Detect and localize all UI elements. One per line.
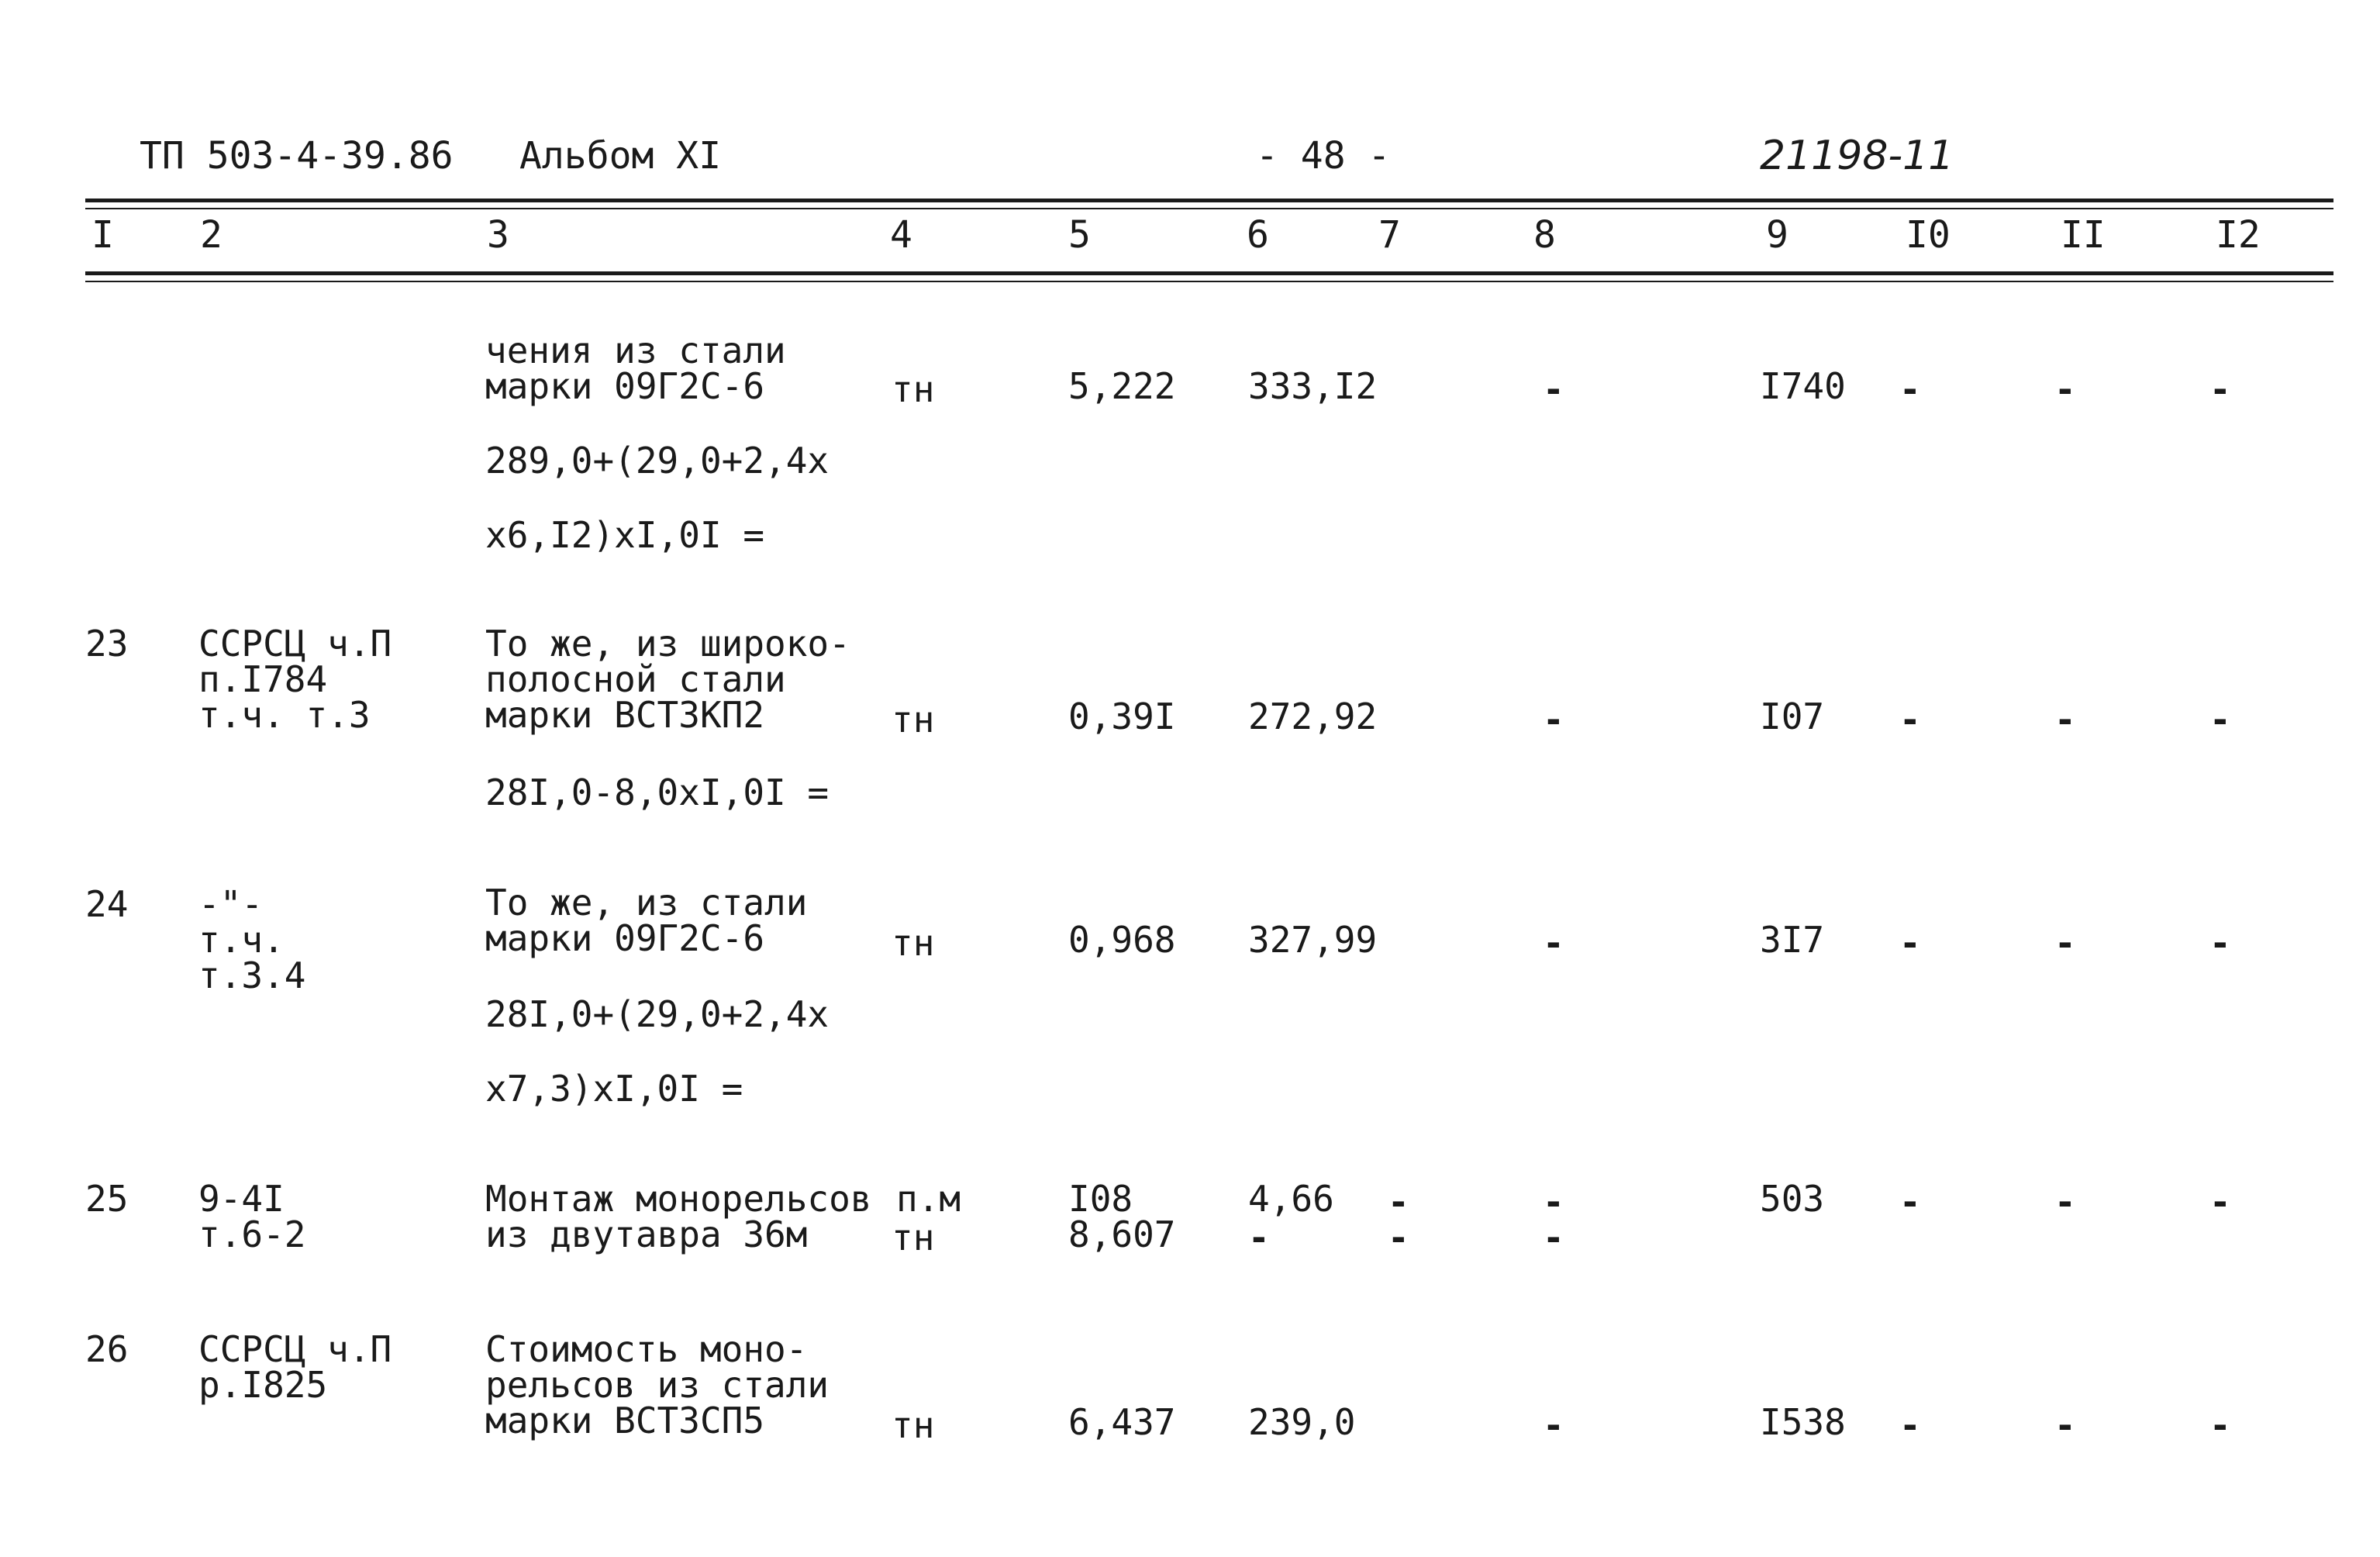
row-price: 333,I2	[1248, 365, 1378, 407]
row-code-line: р.I825	[198, 1364, 328, 1406]
header-bottom-rule-thin	[85, 281, 2333, 282]
col-5: 5	[1068, 213, 1091, 257]
row-qty: 0,968	[1068, 919, 1176, 961]
row-number: 26	[85, 1328, 129, 1370]
row-desc-line: рельсов из стали	[485, 1364, 830, 1406]
row-col10: -	[1899, 368, 1921, 410]
row-desc-line: То же, из стали	[485, 882, 808, 923]
row-number: 23	[85, 623, 129, 665]
row-desc-line: То же, из широко-	[485, 623, 850, 665]
doc-code: ТП 503-4-39.86	[140, 134, 454, 178]
row-code-line: т.ч. т.3	[198, 694, 371, 736]
row-col9: 3I7	[1760, 919, 1825, 961]
row-col12: -	[2209, 922, 2231, 964]
row-desc-line: Монтаж монорельсов	[485, 1178, 872, 1220]
col-7: 7	[1378, 213, 1401, 257]
row-col9: I538	[1760, 1401, 1846, 1443]
col-11: II	[2061, 213, 2106, 257]
row-number: 24	[85, 883, 129, 925]
row-unit: тн	[892, 922, 935, 964]
row-number: 25	[85, 1178, 129, 1220]
header-bottom-rule	[85, 271, 2333, 275]
row-code-line: т.6-2	[198, 1213, 306, 1255]
row-price: 327,99	[1248, 919, 1378, 961]
col-9: 9	[1766, 213, 1788, 257]
row-col10: -	[1899, 1181, 1921, 1223]
row-formula-line: 289,0+(29,0+2,4х	[485, 440, 830, 482]
row-desc-line: из двутавра 36м	[485, 1213, 808, 1255]
row-code-line: т.ч.	[198, 919, 285, 961]
col-8: 8	[1533, 213, 1556, 257]
row-code-line: -"-	[198, 883, 264, 925]
row-formula-line: 28I,0+(29,0+2,4х	[485, 993, 830, 1035]
row-code-line: т.3.4	[198, 955, 306, 996]
row-formula-line: х7,3)хI,0I =	[485, 1068, 743, 1110]
row-col8: -	[1543, 1181, 1564, 1223]
row-col12: -	[2209, 699, 2231, 741]
row-desc-line: марки 09Г2С-6	[485, 365, 765, 407]
row-qty: I08	[1068, 1178, 1133, 1220]
row-col12: -	[2209, 368, 2231, 410]
page-number: - 48 -	[1256, 134, 1391, 178]
album-label: Альбом XI	[519, 134, 722, 178]
row-col9: 503	[1760, 1178, 1825, 1220]
row-desc-line: марки ВСТ3СП5	[485, 1400, 765, 1441]
row-unit: п.м	[896, 1178, 961, 1220]
row-price: 4,66	[1248, 1178, 1334, 1220]
col-1: I	[91, 213, 114, 257]
row-unit-2: тн	[892, 1217, 935, 1258]
row-code-line: ССРСЦ ч.П	[198, 1328, 392, 1370]
row-col9: I07	[1760, 696, 1825, 737]
row-col8-2: -	[1543, 1217, 1564, 1258]
row-formula-line: х6,I2)хI,0I =	[485, 514, 765, 556]
row-unit: тн	[892, 699, 935, 741]
row-qty: 0,39I	[1068, 696, 1176, 737]
row-col7: -	[1388, 1181, 1409, 1223]
row-desc-line: Стоимость моно-	[485, 1328, 808, 1370]
row-desc-line: чения из стали	[485, 330, 786, 371]
col-6: 6	[1247, 213, 1269, 257]
row-qty: 5,222	[1068, 365, 1176, 407]
row-price: 239,0	[1248, 1401, 1356, 1443]
row-col11: -	[2054, 368, 2076, 410]
row-col11: -	[2054, 1181, 2076, 1223]
row-price: 272,92	[1248, 696, 1378, 737]
row-desc-line: марки 09Г2С-6	[485, 917, 765, 959]
col-12: I2	[2216, 213, 2261, 257]
row-qty: 6,437	[1068, 1401, 1176, 1443]
row-code-line: п.I784	[198, 658, 328, 700]
row-col8: -	[1543, 1404, 1564, 1446]
col-10: I0	[1906, 213, 1951, 257]
header-top-rule	[85, 199, 2333, 202]
row-col8: -	[1543, 922, 1564, 964]
row-col7-2: -	[1388, 1217, 1409, 1258]
row-desc-line: полосной стали	[485, 658, 786, 700]
row-col8: -	[1543, 368, 1564, 410]
row-col10: -	[1899, 1404, 1921, 1446]
col-2: 2	[200, 213, 222, 257]
row-code-line: ССРСЦ ч.П	[198, 623, 392, 665]
row-col10: -	[1899, 699, 1921, 741]
row-code-line: 9-4I	[198, 1178, 285, 1220]
row-col11: -	[2054, 922, 2076, 964]
row-qty-2: 8,607	[1068, 1213, 1176, 1255]
row-col10: -	[1899, 922, 1921, 964]
row-col11: -	[2054, 699, 2076, 741]
col-3: 3	[487, 213, 509, 257]
row-desc-line: марки ВСТ3КП2	[485, 694, 765, 736]
row-col12: -	[2209, 1181, 2231, 1223]
row-price-2: -	[1248, 1217, 1270, 1258]
handwritten-doc-number: 21198-11	[1760, 133, 1954, 179]
row-col11: -	[2054, 1404, 2076, 1446]
row-col8: -	[1543, 699, 1564, 741]
header-top-rule-thin	[85, 208, 2333, 209]
row-col9: I740	[1760, 365, 1846, 407]
row-col12: -	[2209, 1404, 2231, 1446]
row-unit: тн	[892, 1404, 935, 1446]
col-4: 4	[890, 213, 912, 257]
row-unit: тн	[892, 368, 935, 410]
row-formula-line: 28I,0-8,0хI,0I =	[485, 772, 830, 813]
